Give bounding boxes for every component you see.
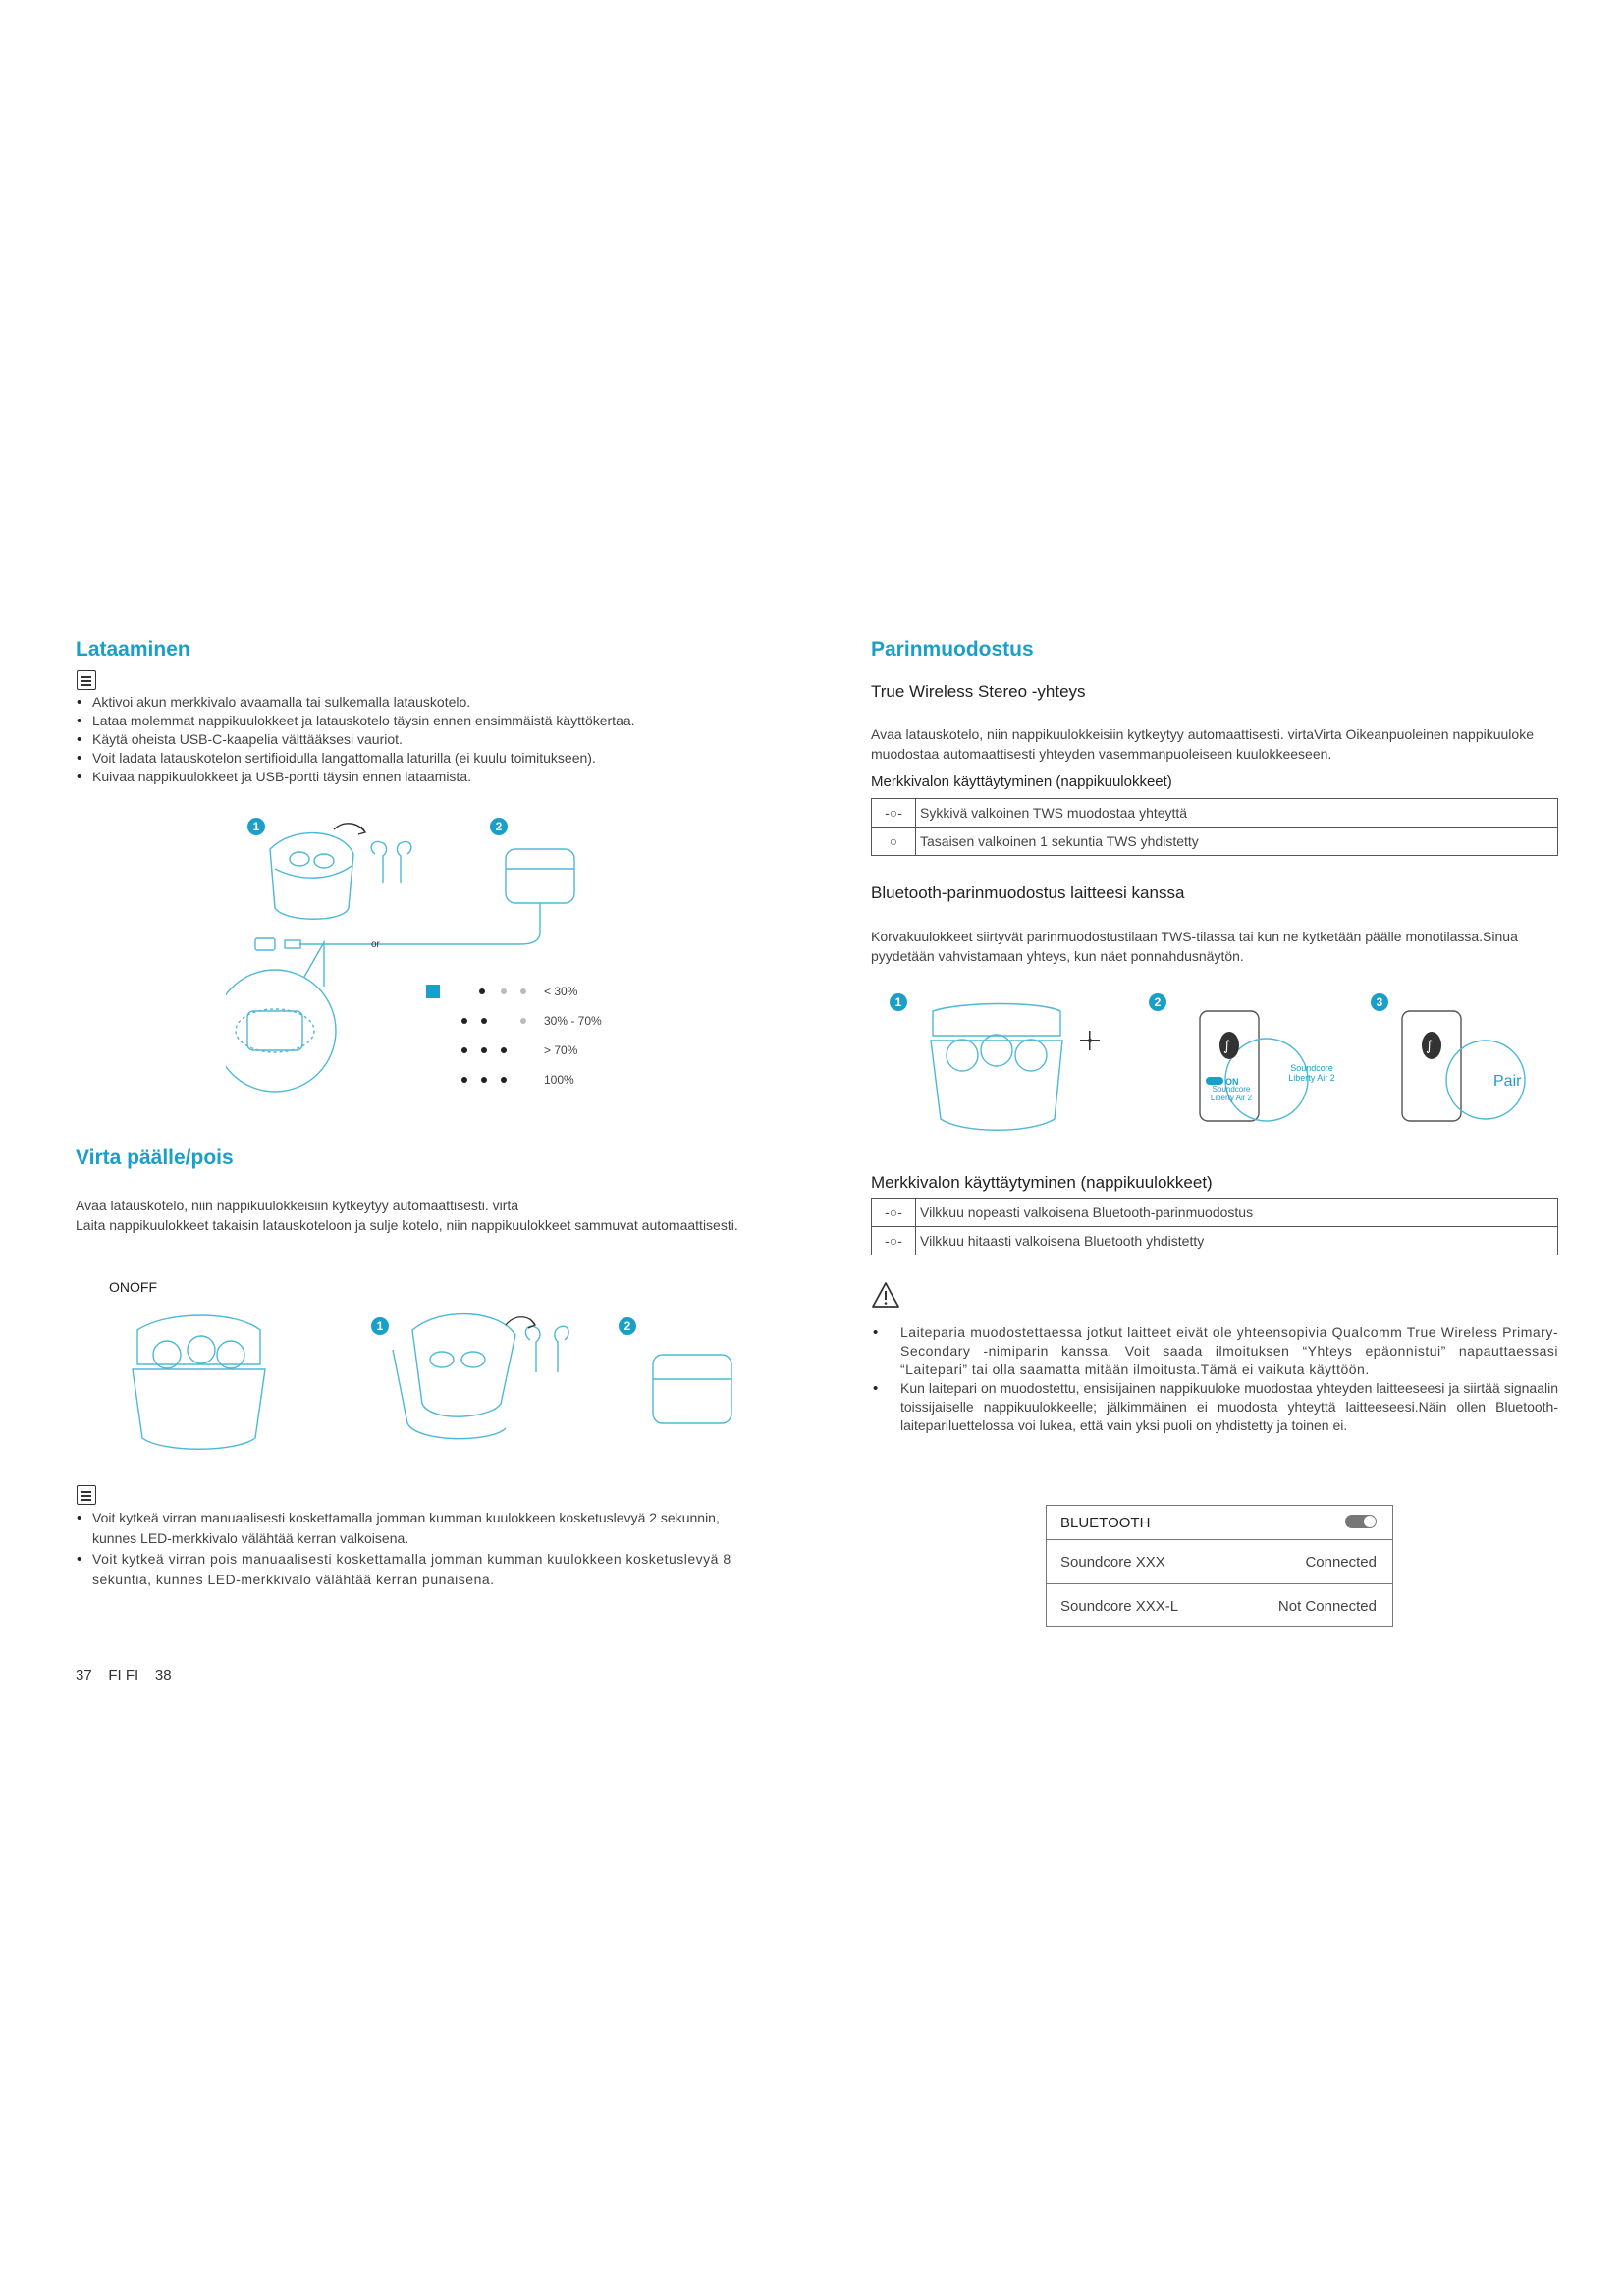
charging-bullets [75,693,782,786]
level-label: 100% [544,1073,574,1087]
led-dot [479,988,485,994]
device-name: Soundcore XXX-L [1060,1598,1179,1615]
step-2-badge: 2 [490,818,508,835]
power-title: Virta päälle/pois [76,1147,234,1169]
led-heading-1: Merkkivalon käyttäytyminen (nappikuulokkeet) [871,774,1172,790]
step-2-badge: 2 [619,1317,636,1335]
power-text-2: Laita nappikuulokkeet takaisin latauskoteloon ja sulje kotelo, niin nappikuulokkeet sammuvat automaattisesti. [76,1217,738,1233]
led-dot [520,988,526,994]
note-icon [77,1485,96,1505]
svg-text:∫: ∫ [1223,1039,1231,1054]
bt-text: Korvakuulokkeet siirtyvät parinmuodostustilaan TWS-tilassa tai kun ne kytketään päälle monotilassa.Sinua pyydetään vahvistamaan yhteys, kun näet ponnahdusnäytön. [871,929,1518,964]
battery-level-icon [426,985,440,998]
level-label: 30% - 70% [544,1014,602,1028]
slow-blink-icon: -○- [872,1227,916,1255]
device-status: Not Connected [1277,1598,1377,1615]
led-table-1 [871,798,1558,856]
device-name: Soundcore XXX [1060,1554,1165,1571]
device-row[interactable] [1047,1584,1392,1626]
svg-text:∫: ∫ [1426,1039,1434,1054]
phone-device-label: Soundcore Liberty Air 2 [1210,1085,1253,1102]
phone-on-label: ON [1225,1077,1239,1087]
led-dot [501,1047,507,1053]
led-table-2 [871,1198,1558,1255]
power-bullets [75,1508,752,1590]
led-dot [481,1047,487,1053]
led-dot [481,1018,487,1024]
page-footer: 37 FI FI 38 [76,1667,172,1683]
list-item: • Kuivaa nappikuulokkeet ja USB-portti täysin ennen lataamista. [75,768,782,786]
list-item: • Voit ladata latauskotelon sertifioidulla langattomalla laturilla (ei kuulu toimitukseen). [75,749,782,768]
table-cell: Vilkkuu hitaasti valkoisena Bluetooth yhdistetty [916,1227,1558,1255]
led-heading-2: Merkkivalon käyttäytyminen (nappikuulokkeet) [871,1173,1213,1192]
power-text-1: Avaa latauskotelo, niin nappikuulokkeisiin kytkeytyy automaattisesti. virta [76,1198,519,1213]
table-cell: Sykkivä valkoinen TWS muodostaa yhteyttä [916,799,1558,828]
bluetooth-settings-panel [1046,1505,1393,1627]
device-row[interactable] [1047,1540,1392,1584]
list-item: • Lataa molemmat nappikuulokkeet ja latauskotelo täysin ennen ensimmäistä käyttökertaa. [75,712,782,730]
bluetooth-header-row [1047,1506,1392,1540]
list-item: • Voit kytkeä virran pois manuaalisesti koskettamalla jomman kumman kuulokkeen kosketuslevyä 8 sekuntia, kunnes LED-merkkivalo välähtää kerran punaisena. [75,1549,752,1590]
list-item: • Kun laitepari on muodostettu, ensisijainen nappikuuloke muodostaa yhteyden laitteeseesi ja siirtää signaalin toissijaiselle nappikuulokkeelle; jälkimmäinen ei muodosta yhteyttä laitteeseesi.Näin ollen Bluetooth-laitepariluettelossa voi lukea, että vain yksi puoli on yhdistetty ja toinen ei. [871,1379,1558,1435]
led-dot [520,1018,526,1024]
led-dot [461,1077,467,1083]
led-dot [461,1047,467,1053]
step-2-badge: 2 [1149,993,1166,1011]
list-item: • Käytä oheista USB-C-kaapelia välttääksesi vauriot. [75,730,782,749]
pairing-illustration [923,1001,1571,1139]
charging-illustration [226,815,638,1139]
steady-light-icon: ○ [872,828,916,856]
level-label: < 30% [544,985,578,998]
list-item: • Aktivoi akun merkkivalo avaamalla tai sulkemalla latauskotelo. [75,693,782,712]
step-1-badge: 1 [247,818,265,835]
onoff-label: ONOFF [109,1279,157,1295]
power-illustration [128,1306,756,1463]
pulse-light-icon: -○- [872,799,916,828]
bluetooth-toggle[interactable] [1345,1515,1377,1528]
fast-blink-icon: -○- [872,1199,916,1227]
charging-title: Lataaminen [76,638,190,661]
table-cell: Tasaisen valkoinen 1 sekuntia TWS yhdistetty [916,828,1558,856]
led-dot [481,1077,487,1083]
table-row [872,828,1558,856]
list-item: • Laiteparia muodostettaessa jotkut laitteet eivät ole yhteensopivia Qualcomm True Wireless Primary-Secondary -nimiparin kanssa. Voit saada ilmoituksen “Yhteys epäonnistui” napauttaessasi “Laitepari” tai olla saamatta mitään ilmoitusta.Tämä ei vaikuta käyttöön. [871,1323,1558,1379]
pairing-title: Parinmuodostus [871,638,1034,661]
step-1-badge: 1 [890,993,907,1011]
step-1-badge: 1 [371,1317,389,1335]
table-row [872,799,1558,828]
table-row [872,1227,1558,1255]
warning-list [871,1323,1558,1435]
led-dot [461,1018,467,1024]
level-label: > 70% [544,1043,578,1057]
note-icon [77,670,96,690]
pair-button[interactable]: Pair [1493,1073,1522,1090]
bt-heading: Bluetooth-parinmuodostus laitteesi kanssa [871,883,1185,902]
led-dot [501,1077,507,1083]
table-row [872,1199,1558,1227]
or-label: or [371,939,380,950]
led-dot [501,988,507,994]
tws-heading: True Wireless Stereo -yhteys [871,682,1086,701]
device-status: Connected [1305,1554,1377,1571]
table-cell: Vilkkuu nopeasti valkoisena Bluetooth-parinmuodostus [916,1199,1558,1227]
step-3-badge: 3 [1371,993,1388,1011]
list-item: • Voit kytkeä virran manuaalisesti koskettamalla jomman kumman kuulokkeen kosketuslevyä 2 sekunnin, kunnes LED-merkkivalo välähtää kerran valkoisena. [75,1508,752,1549]
bluetooth-header: BLUETOOTH [1060,1515,1151,1531]
tws-text: Avaa latauskotelo, niin nappikuulokkeisiin kytkeytyy automaattisesti. virtaVirta Oikeanpuoleinen nappikuuloke muodostaa automaattisesti yhteyden vasemmanpuoleiseen kuulokkeeseen. [871,726,1534,762]
warning-icon [871,1281,900,1308]
popup-device-label: Soundcore Liberty Air 2 [1288,1063,1335,1083]
